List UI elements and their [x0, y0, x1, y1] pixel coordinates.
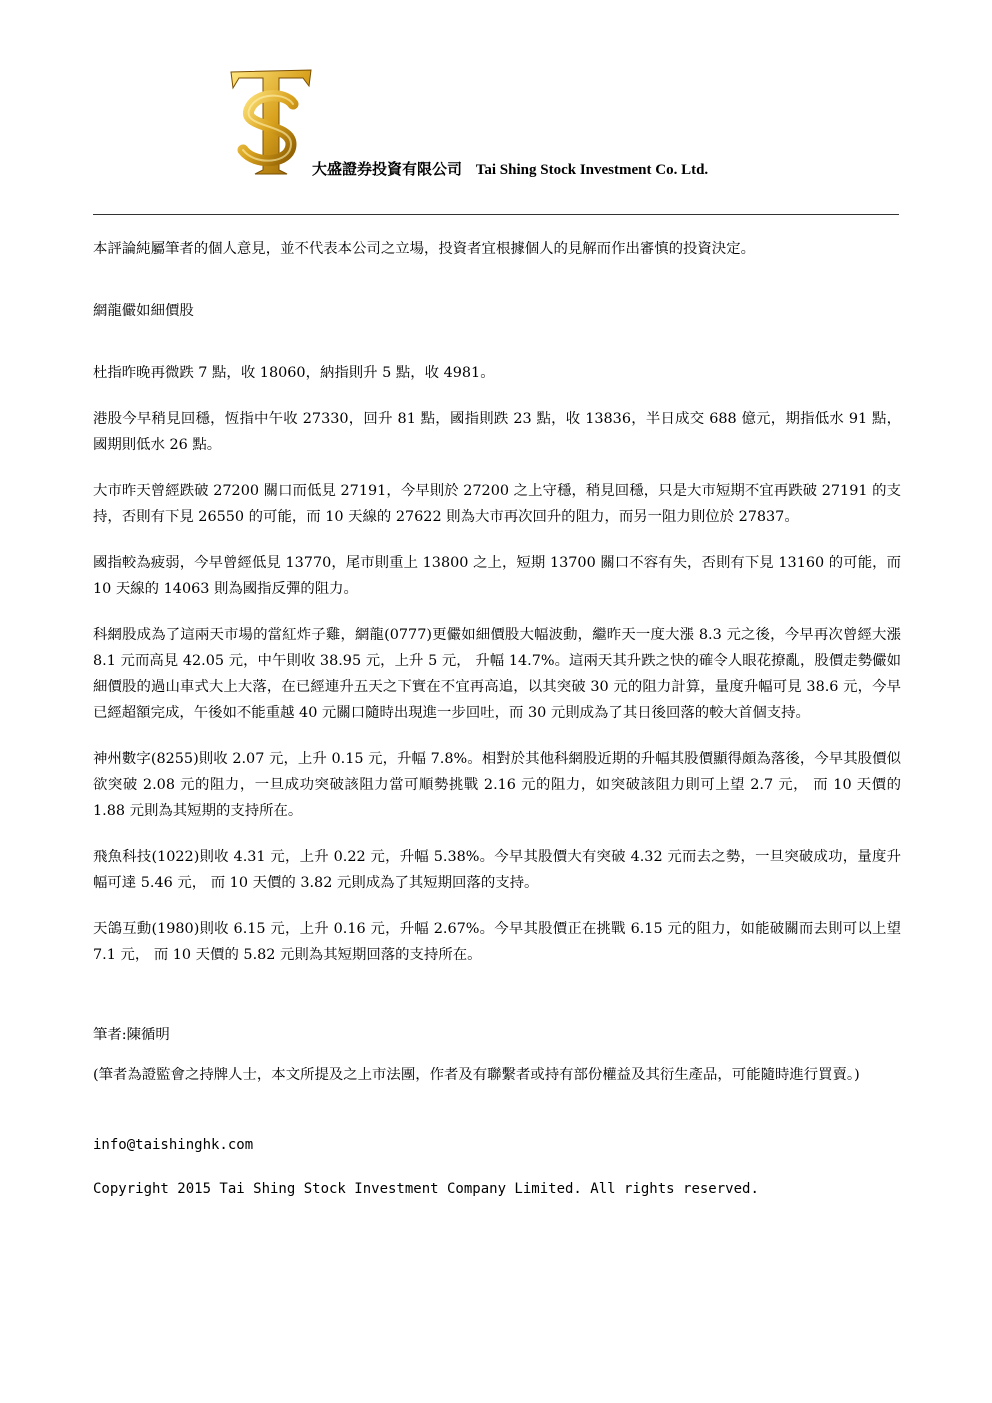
company-name-cn: 大盛證券投資有限公司: [312, 162, 463, 178]
copyright: Copyright 2015 Tai Shing Stock Investment Company Limited. All rights reserved.: [93, 1181, 759, 1197]
paragraph-digital-china: 神州數字(8255)則收 2.07 元，上升 0.15 元，升幅 7.8%。相對於其他科網股近期的升幅其股價顯得頗為落後，今早其股價似欲突破 2.08 元的阻力，一旦成功突破該阻力當可順勢挑戰 2.16 元的阻力，如突破該阻力則可上望 2.7 元， 而 10 天價的 1.88 元則為其短期的支持所在。: [93, 751, 901, 819]
paragraph-dow-nasdaq: 杜指昨晚再微跌 7 點，收 18060，納指則升 5 點，收 4981。: [93, 365, 495, 381]
paragraph-hk-market: 港股今早稍見回穩，恆指中午收 27330，回升 81 點，國指則跌 23 點，收 13836，半日成交 688 億元，期指低水 91 點，國期則低水 26 點。: [93, 411, 901, 453]
paragraph-hsi-support: 大市昨天曾經跌破 27200 關口而低見 27191，今早則於 27200 之上守穩，稍見回穩，只是大市短期不宜再跌破 27191 的支持，否則有下見 26550 的可能，而 10 天線的 27622 則為大市再次回升的阻力，而另一阻力則位於 27837。: [93, 483, 901, 525]
article-title: 網龍儼如細價股: [93, 303, 194, 319]
company-name: [312, 158, 708, 179]
company-name-en: Tai Shing Stock Investment Co. Ltd.: [475, 162, 709, 178]
author: 筆者:陳循明: [93, 1027, 170, 1043]
ts-monogram-logo-icon: [225, 66, 317, 178]
paragraph-hscei: 國指較為疲弱，今早曾經低見 13770，尾市則重上 13800 之上，短期 13700 關口不容有失，否則有下見 13160 的可能，而 10 天線的 14063 則為國指反彈的阻力。: [93, 555, 901, 597]
contact-email: info@taishinghk.com: [93, 1137, 254, 1153]
header-divider: [93, 214, 899, 215]
page-header: [0, 0, 992, 220]
author-disclosure: (筆者為證監會之持牌人士，本文所提及之上市法團，作者及有聯繫者或持有部份權益及其衍生產品，可能隨時進行買賣。): [93, 1067, 860, 1083]
paragraph-netdragon: 科網股成為了這兩天市場的當紅炸子雞，網龍(0777)更儼如細價股大幅波動，繼昨天一度大漲 8.3 元之後，今早再次曾經大漲 8.1 元而高見 42.05 元，中午則收 38.95 元，上升 5 元， 升幅 14.7%。這兩天其升跌之快的確令人眼花撩亂，股價走勢儼如細價股的過山車式大上大落，在已經連升五天之下實在不宜再高追，以其突破 30 元的阻力計算，量度升幅可見 38.6 元，今早已經超額完成，午後如不能重越 40 元關口隨時出現進一步回吐，而 30 元則成為了其日後回落的較大首個支持。: [93, 627, 901, 721]
paragraph-feiyu: 飛魚科技(1022)則收 4.31 元，上升 0.22 元，升幅 5.38%。今早其股價大有突破 4.32 元而去之勢，一旦突破成功，量度升幅可達 5.46 元， 而 10 天價的 3.82 元則成為了其短期回落的支持。: [93, 849, 901, 891]
document-body: [93, 236, 901, 1200]
paragraph-tiange: 天鴿互動(1980)則收 6.15 元，上升 0.16 元，升幅 2.67%。今早其股價正在挑戰 6.15 元的阻力，如能破關而去則可以上望 7.1 元， 而 10 天價的 5.82 元則為其短期回落的支持所在。: [93, 921, 901, 963]
disclaimer: 本評論純屬筆者的個人意見，並不代表本公司之立場，投資者宜根據個人的見解而作出審慎的投資決定。: [93, 241, 755, 257]
